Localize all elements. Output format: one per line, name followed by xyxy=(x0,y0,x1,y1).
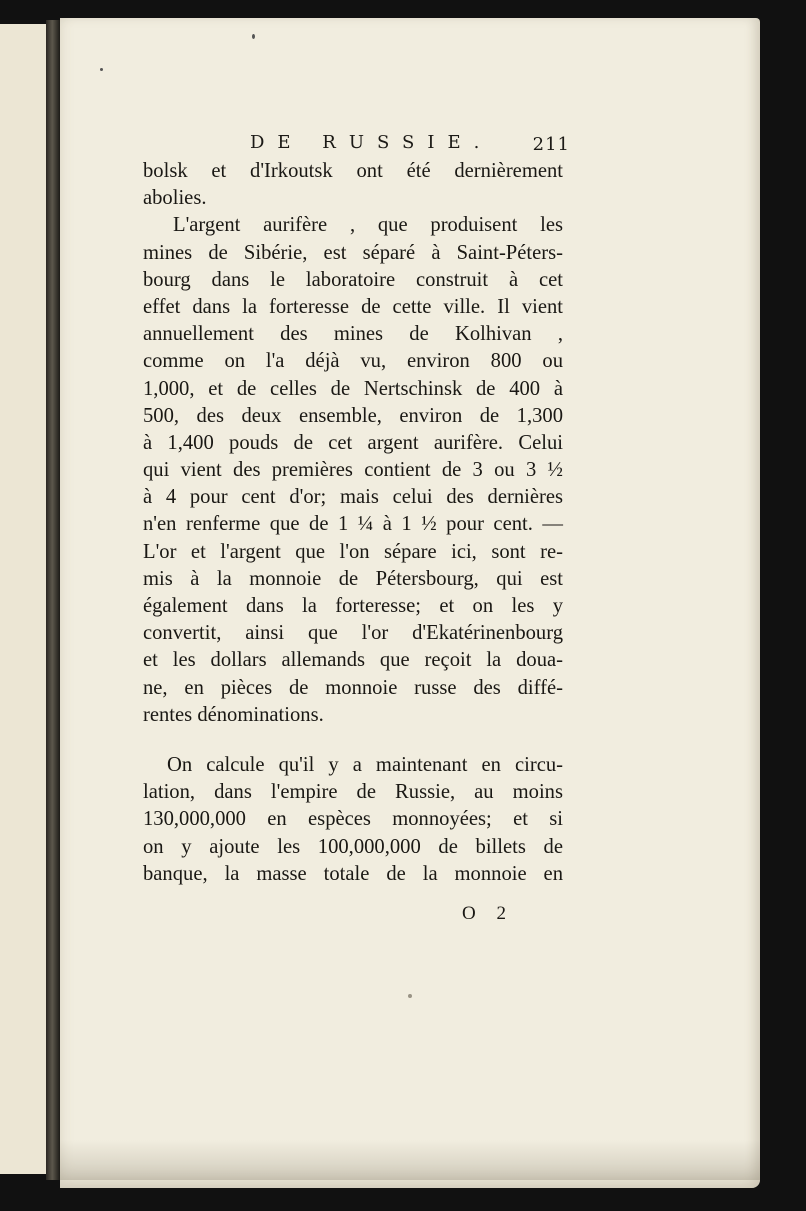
text-line: également dans la forteresse; et on les y xyxy=(143,595,563,617)
page-bottom-shadow xyxy=(60,1140,760,1180)
paper-speck xyxy=(252,34,255,39)
text-line: rentes dénominations. xyxy=(143,703,324,726)
text-line: mines de Sibérie, est séparé à Saint-Péters- xyxy=(143,241,563,264)
text-line: et les dollars allemands que reçoit la doua- xyxy=(143,649,563,672)
text-line: bolsk et d'Irkoutsk ont été dernièrement xyxy=(143,160,563,182)
text-line: on y ajoute les 100,000,000 de billets de xyxy=(143,835,563,858)
signature-mark: O 2 xyxy=(462,903,514,924)
text-line: lation, dans l'empire de Russie, au moins xyxy=(143,781,563,804)
text-line: à 1,400 pouds de cet argent aurifère. Celui xyxy=(143,431,563,454)
book-gutter xyxy=(46,20,60,1180)
paragraph xyxy=(143,158,563,212)
text-line: annuellement des mines de Kolhivan , xyxy=(143,323,563,346)
text-line: qui vient des premières contient de 3 ou 3 ½ xyxy=(143,459,563,482)
page-number: 211 xyxy=(532,134,570,155)
text-line: 130,000,000 en espèces monnoyées; et si xyxy=(143,808,563,831)
text-line: On calcule qu'il y a maintenant en circu- xyxy=(167,753,563,776)
text-line: bourg dans le laboratoire construit à cet xyxy=(143,268,563,291)
paper-speck xyxy=(408,994,412,998)
text-line: effet dans la forteresse de cette ville. Il vient xyxy=(143,295,563,318)
text-line: comme on l'a déjà vu, environ 800 ou xyxy=(143,350,563,373)
body-text xyxy=(143,158,563,888)
text-line: ne, en pièces de monnoie russe des diffé- xyxy=(143,676,563,699)
facing-page-edge xyxy=(0,24,47,1174)
text-line: abolies. xyxy=(143,187,207,210)
text-line: L'or et l'argent que l'on sépare ici, sont re- xyxy=(143,540,563,563)
text-line: banque, la masse totale de la monnoie en xyxy=(143,862,563,885)
text-line: L'argent aurifère , que produisent les xyxy=(173,214,563,237)
running-head xyxy=(150,128,570,158)
text-line: mis à la monnoie de Pétersbourg, qui est xyxy=(143,567,563,590)
text-line: 1,000, et de celles de Nertschinsk de 400 à xyxy=(143,377,563,400)
running-title: DE RUSSIE. xyxy=(250,132,493,153)
text-line: à 4 pour cent d'or; mais celui des dernières xyxy=(143,486,563,509)
text-line: 500, des deux ensemble, environ de 1,300 xyxy=(143,404,563,427)
text-line: convertit, ainsi que l'or d'Ekatérinenbourg xyxy=(143,622,563,645)
paragraph-gap xyxy=(143,729,563,752)
paragraph xyxy=(143,212,563,729)
paper-speck xyxy=(100,68,103,71)
paragraph xyxy=(143,752,563,888)
text-line: n'en renferme que de 1 ¼ à 1 ½ pour cent. — xyxy=(143,513,563,536)
